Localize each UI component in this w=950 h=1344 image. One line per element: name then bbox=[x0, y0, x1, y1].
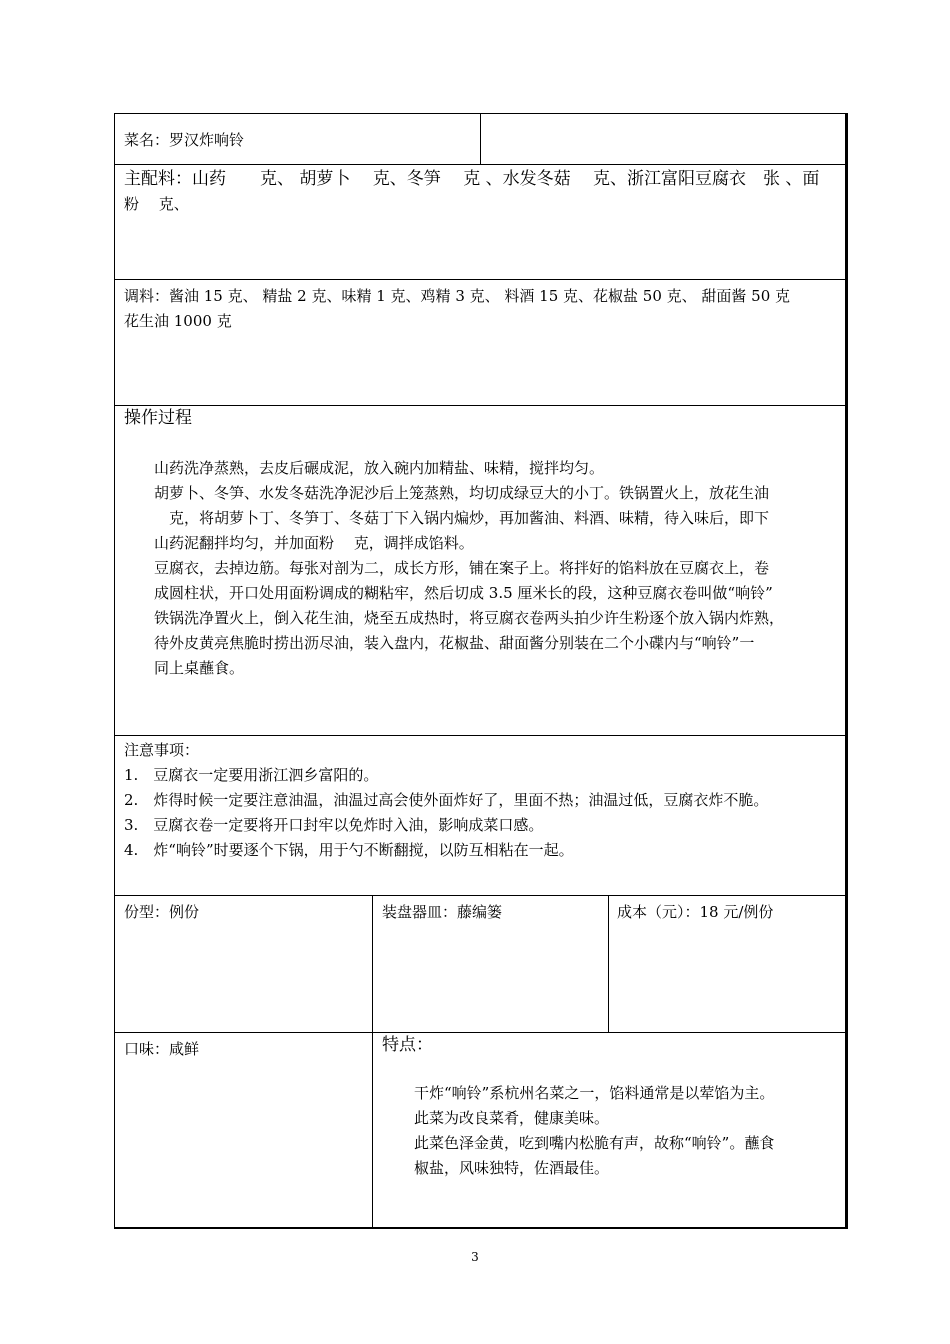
row-divider bbox=[114, 895, 846, 896]
dish-name: 菜名：罗汉炸响铃 bbox=[124, 131, 245, 149]
main-ingredients-line-2: 粉 克、 bbox=[124, 195, 189, 213]
plating-vessel: 装盘器皿：藤编篓 bbox=[382, 903, 503, 921]
notes-item: 4. 炸“响铃”时要逐个下锅，用于勺不断翻搅，以防互相粘在一起。 bbox=[124, 841, 574, 859]
process-line: 胡萝卜、冬笋、水发冬菇洗净泥沙后上笼蒸熟，均切成绿豆大的小丁。铁锅置火上，放花生油 bbox=[154, 484, 770, 502]
row-divider bbox=[114, 735, 846, 736]
process-line: 铁锅洗净置火上，倒入花生油，烧至五成热时，将豆腐衣卷两头拍少许生粉逐个放入锅内炸熟， bbox=[154, 609, 785, 627]
cost: 成本（元）：18 元/例份 bbox=[617, 903, 774, 921]
process-line: 山药泥翻拌均匀，并加面粉 克，调拌成馅料。 bbox=[154, 534, 474, 552]
column-divider bbox=[608, 895, 609, 1033]
process-line: 成圆柱状，开口处用面粉调成的糊粘牢，然后切成 3.5 厘米长的段，这种豆腐衣卷叫做“响铃” bbox=[154, 584, 773, 602]
seasonings-line-1: 调料：酱油 15 克、 精盐 2 克、味精 1 克、鸡精 3 克、 料酒 15 克、花椒盐 50 克、 甜面酱 50 克 bbox=[124, 287, 791, 305]
row-divider bbox=[114, 1032, 846, 1033]
column-divider bbox=[480, 113, 481, 165]
process-line: 山药洗净蒸熟，去皮后碾成泥，放入碗内加精盐、味精，搅拌均匀。 bbox=[154, 459, 605, 477]
seasonings-line-2: 花生油 1000 克 bbox=[124, 312, 232, 330]
process-line: 待外皮黄亮焦脆时捞出沥尽油，装入盘内，花椒盐、甜面酱分别装在二个小碟内与“响铃”一 bbox=[154, 634, 755, 652]
features-line: 椒盐，风味独特，佐酒最佳。 bbox=[414, 1159, 610, 1177]
features-heading: 特点： bbox=[382, 1035, 433, 1055]
table-bottom-border bbox=[114, 1227, 848, 1229]
table-right-border bbox=[845, 113, 848, 1229]
main-ingredients-line-1: 主配料：山药 克、 胡萝卜 克、冬笋 克 、水发冬菇 克、浙江富阳豆腐衣 张 、面 bbox=[124, 169, 820, 189]
taste: 口味：咸鲜 bbox=[124, 1040, 200, 1058]
notes-item: 2. 炸得时候一定要注意油温，油温过高会使外面炸好了，里面不热；油温过低，豆腐衣炸不脆。 bbox=[124, 791, 769, 809]
column-divider bbox=[372, 895, 373, 1228]
process-heading: 操作过程 bbox=[124, 408, 192, 428]
features-line: 此菜色泽金黄，吃到嘴内松脆有声，故称“响铃”。蘸食 bbox=[414, 1134, 775, 1152]
features-line: 此菜为改良菜肴，健康美味。 bbox=[414, 1109, 610, 1127]
portion-type: 份型：例份 bbox=[124, 903, 200, 921]
notes-item: 1. 豆腐衣一定要用浙江泗乡富阳的。 bbox=[124, 766, 379, 784]
process-line: 克，将胡萝卜丁、冬笋丁、冬菇丁下入锅内煸炒，再加酱油、料酒、味精，待入味后，即下 bbox=[154, 509, 770, 527]
process-line: 同上桌蘸食。 bbox=[154, 659, 245, 677]
page-number: 3 bbox=[471, 1250, 479, 1264]
row-divider bbox=[114, 279, 846, 280]
features-line: 干炸“响铃”系杭州名菜之一，馅料通常是以荤馅为主。 bbox=[414, 1084, 775, 1102]
process-line: 豆腐衣，去掉边筋。每张对剖为二，成长方形，铺在案子上。将拌好的馅料放在豆腐衣上，卷 bbox=[154, 559, 770, 577]
row-divider bbox=[114, 405, 846, 406]
notes-heading: 注意事项： bbox=[124, 741, 200, 759]
notes-item: 3. 豆腐衣卷一定要将开口封牢以免炸时入油，影响成菜口感。 bbox=[124, 816, 544, 834]
